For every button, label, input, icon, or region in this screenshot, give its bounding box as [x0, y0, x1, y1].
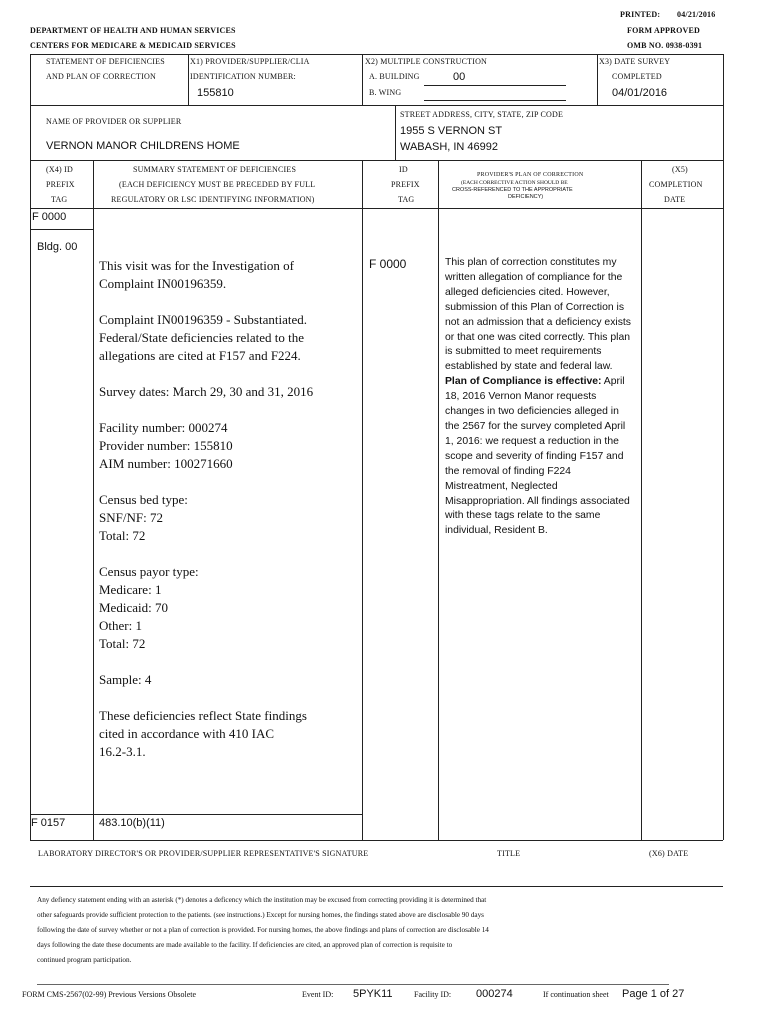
- summary-line: Medicare: 1: [99, 582, 162, 597]
- x3-label-2: COMPLETED: [612, 72, 662, 81]
- footnote-line: Any defiency statement ending with an asterisk (*) denotes a deficency which the institution may be excused from correcting providing it is determined that: [37, 896, 487, 904]
- x3-label-1: X3) DATE SURVEY: [599, 57, 671, 66]
- f0000-tag-rule: [30, 229, 93, 230]
- col-divider-poc: [641, 160, 642, 840]
- statement-label-2: AND PLAN OF CORRECTION: [46, 72, 156, 81]
- signature-rule: [30, 886, 723, 887]
- summary-line: Provider number: 155810: [99, 438, 233, 453]
- id-tag-f0000: F 0000: [369, 257, 407, 271]
- column-header-bottom-rule: [30, 208, 723, 209]
- event-id-label: Event ID:: [302, 990, 334, 999]
- provider-row-bottom-rule: [30, 160, 723, 161]
- col-divider-id: [438, 160, 439, 840]
- x4-header-1: (X4) ID: [46, 165, 73, 174]
- summary-line: [99, 401, 313, 419]
- facility-id-value: 000274: [476, 988, 513, 1000]
- footnote-line: continued program participation.: [37, 956, 132, 964]
- summary-line: Complaint IN00196359.: [99, 276, 227, 291]
- plan-of-correction: [445, 256, 635, 539]
- form-number: FORM CMS-2567(02-99) Previous Versions Obsolete: [22, 990, 197, 999]
- x5-header-1: (X5): [672, 165, 688, 174]
- event-id-value: 5PYK11: [353, 988, 393, 1000]
- facility-id-label: Facility ID:: [414, 990, 452, 999]
- page-number: Page 1 of 27: [622, 988, 685, 1000]
- x2-label: X2) MULTIPLE CONSTRUCTION: [365, 57, 488, 66]
- survey-completed-date: 04/01/2016: [612, 87, 668, 99]
- provider-name: VERNON MANOR CHILDRENS HOME: [46, 140, 240, 152]
- x5-header-2: COMPLETION: [649, 180, 703, 189]
- printed-label: PRINTED:: [620, 10, 661, 19]
- omb-number: OMB NO. 0938-0391: [627, 41, 703, 50]
- building-tag: Bldg. 00: [37, 241, 78, 253]
- summary-line: [99, 653, 313, 671]
- provider-name-label: NAME OF PROVIDER OR SUPPLIER: [46, 117, 182, 126]
- regulation-f0157: 483.10(b)(11): [99, 817, 165, 829]
- department-title: DEPARTMENT OF HEALTH AND HUMAN SERVICES: [30, 26, 236, 35]
- x4-header-2: PREFIX: [46, 180, 75, 189]
- footnote: [37, 893, 489, 968]
- address-line-1: 1955 S VERNON ST: [400, 125, 503, 137]
- top-divider-1: [188, 54, 189, 105]
- x1-label-1: X1) PROVIDER/SUPPLIER/CLIA: [190, 57, 310, 66]
- x4-header-3: TAG: [51, 195, 68, 204]
- building-label: A. BUILDING: [369, 72, 420, 81]
- main-bottom-rule: [30, 840, 723, 841]
- statement-label-1: STATEMENT OF DEFICIENCIES: [46, 57, 165, 66]
- poc-text-details: April 18, 2016 Vernon Manor requests changes in two deficiencies alleged in the 2567 for the survey completed April 1, 2016: we request a reduction in the scope and severity of finding F157 and the removal of finding F224 Mistreatment, Neglected Misappropriation. All findings associated with these tags relate to the same individual, Resident B.: [445, 376, 630, 537]
- provider-left-border: [30, 105, 31, 160]
- summary-line: Medicaid: 70: [99, 600, 168, 615]
- summary-line: SNF/NF: 72: [99, 510, 163, 525]
- poc-header-4: DEFICIENCY): [508, 194, 544, 200]
- top-divider-2: [362, 54, 363, 105]
- continuation-label: If continuation sheet: [543, 990, 609, 999]
- col-divider-summary: [362, 160, 363, 840]
- top-right-border: [723, 54, 724, 105]
- f0157-rule: [30, 814, 362, 815]
- top-row-bottom-rule: [30, 105, 723, 106]
- top-left-border: [30, 54, 31, 105]
- form-approved: FORM APPROVED: [627, 26, 701, 35]
- summary-line: Facility number: 000274: [99, 420, 228, 435]
- id-header-1: ID: [399, 165, 408, 174]
- footnote-line: other safeguards provide sufficient protection to the patients. (see instructions.) Except for nursing homes, the findings stated above are disclosable 90 days: [37, 911, 484, 919]
- summary-line: Total: 72: [99, 636, 146, 651]
- summary-line: Sample: 4: [99, 672, 152, 687]
- summary-line: allegations are cited at F157 and F224.: [99, 348, 301, 363]
- summary-line: Federal/State deficiencies related to the: [99, 330, 305, 345]
- summary-line: [99, 365, 313, 383]
- title-label: TITLE: [497, 849, 521, 858]
- main-left-border: [30, 160, 31, 840]
- footnote-line: following the date of survey whether or not a plan of correction is provided. For nursing homes, the above findings and plans of correction are disclosable 14: [37, 926, 489, 934]
- footnote-line: days following the date these documents are made available to the facility. If deficiencies are cited, an approved plan of correction is requisite to: [37, 941, 453, 949]
- summary-line: Other: 1: [99, 618, 142, 633]
- tag-f0157: F 0157: [31, 817, 66, 829]
- x5-header-3: DATE: [664, 195, 686, 204]
- summary-line: AIM number: 100271660: [99, 456, 233, 471]
- date-label: (X6) DATE: [649, 849, 689, 858]
- summary-line: Census payor type:: [99, 564, 199, 579]
- summary-header-1: SUMMARY STATEMENT OF DEFICIENCIES: [133, 165, 297, 174]
- summary-line: Complaint IN00196359 - Substantiated.: [99, 312, 307, 327]
- id-header-3: TAG: [398, 195, 415, 204]
- summary-statement: [99, 257, 313, 761]
- poc-header-2: (EACH CORRECTIVE ACTION SHOULD BE: [461, 180, 568, 186]
- provider-right-border: [723, 105, 724, 160]
- tag-f0000: F 0000: [32, 211, 67, 223]
- summary-line: Total: 72: [99, 528, 146, 543]
- summary-line: 16.2-3.1.: [99, 744, 146, 759]
- summary-line: These deficiencies reflect State findings: [99, 708, 307, 723]
- centers-title: CENTERS FOR MEDICARE & MEDICAID SERVICES: [30, 41, 236, 50]
- summary-line: [99, 545, 313, 563]
- summary-header-3: REGULATORY OR LSC IDENTIFYING INFORMATION): [111, 195, 315, 204]
- summary-line: Survey dates: March 29, 30 and 31, 2016: [99, 384, 314, 399]
- address-divider: [395, 105, 396, 160]
- wing-label: B. WING: [369, 88, 402, 97]
- summary-header-2: (EACH DEFICIENCY MUST BE PRECEDED BY FULL: [119, 180, 316, 189]
- building-underline: [424, 85, 566, 86]
- poc-header-3: CROSS-REFERENCED TO THE APPROPRIATE: [452, 187, 573, 193]
- summary-line: [99, 293, 313, 311]
- summary-line: [99, 689, 313, 707]
- top-rule: [30, 54, 723, 55]
- top-divider-3: [597, 54, 598, 105]
- director-signature-label: LABORATORY DIRECTOR'S OR PROVIDER/SUPPLIER REPRESENTATIVE'S SIGNATURE: [38, 849, 369, 858]
- footnote-rule: [37, 984, 669, 985]
- summary-line: [99, 473, 313, 491]
- summary-line: This visit was for the Investigation of: [99, 258, 294, 273]
- address-label: STREET ADDRESS, CITY, STATE, ZIP CODE: [400, 110, 564, 119]
- printed-date: 04/21/2016: [677, 10, 716, 19]
- poc-text-intro: This plan of correction constitutes my written allegation of compliance for the alleged deficiencies cited. However, submission of this Plan of Correction is not an admission that a deficiency exists or that one was cited correctly. This plan is submitted to meet requirements established by state and federal law.: [445, 257, 631, 373]
- poc-effective-label: Plan of Compliance is effective:: [445, 376, 602, 388]
- address-line-2: WABASH, IN 46992: [400, 141, 499, 153]
- building-value: 00: [453, 71, 466, 83]
- id-header-2: PREFIX: [391, 180, 420, 189]
- poc-header-1: PROVIDER'S PLAN OF CORRECTION: [477, 172, 584, 178]
- col-divider-prefix: [93, 160, 94, 840]
- summary-line: Census bed type:: [99, 492, 188, 507]
- main-right-border: [723, 160, 724, 840]
- wing-underline: [424, 100, 566, 101]
- x1-label-2: IDENTIFICATION NUMBER:: [190, 72, 296, 81]
- summary-line: cited in accordance with 410 IAC: [99, 726, 275, 741]
- provider-id-value: 155810: [197, 87, 234, 99]
